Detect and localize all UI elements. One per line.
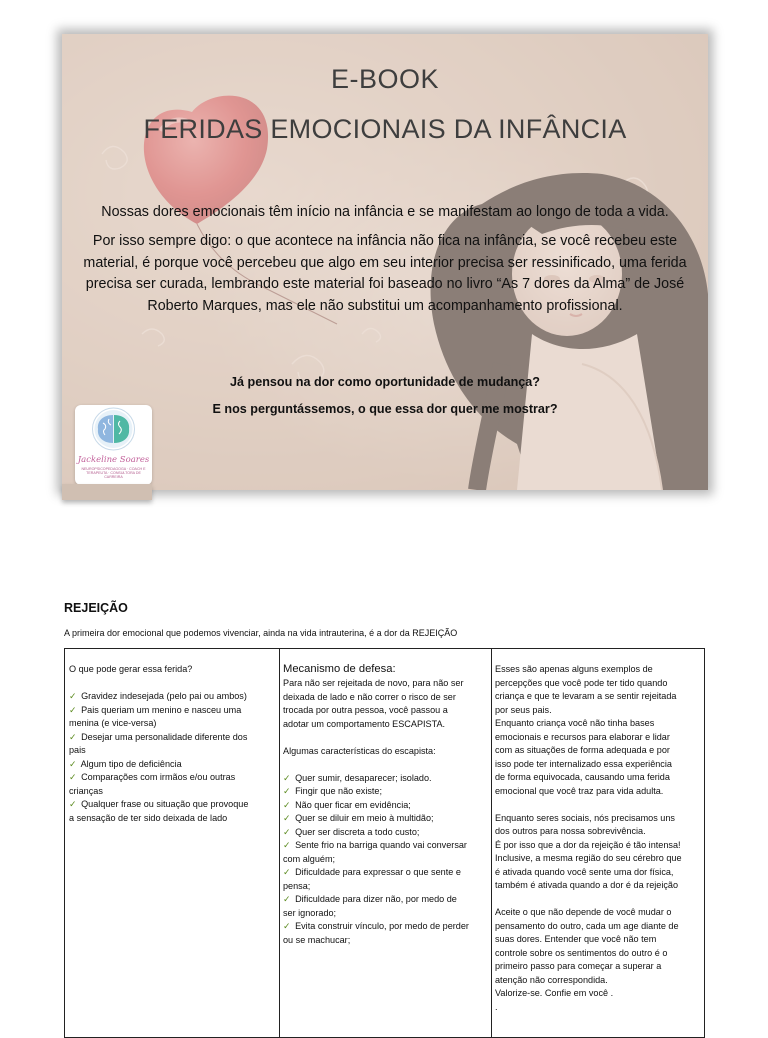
table-line: ✓ Fingir que não existe;	[283, 786, 383, 796]
table-line	[69, 677, 275, 691]
cover-paragraph-1: Nossas dores emocionais têm início na infância e se manifestam ao longo de toda a vida.	[101, 204, 669, 220]
table-line: percepções que você pode ter tido quando	[495, 677, 668, 688]
checkmark-icon: ✓	[283, 799, 291, 810]
table-line: atenção não correspondida.	[495, 974, 608, 985]
table-line: Para não ser rejeitada de novo, para não ser	[283, 678, 464, 688]
table-line: pensamento do outro, cada um age diante de	[495, 920, 679, 931]
table-line: pais	[69, 745, 86, 755]
table-line: menina (e vice-versa)	[69, 718, 157, 728]
table-line: Valorize-se. Confie em você .	[495, 988, 614, 998]
table-divider	[279, 649, 280, 1037]
table-line: a sensação de ter sido deixada de lado	[69, 812, 228, 823]
table-line: pensa;	[283, 880, 311, 891]
table-line: É por isso que a dor da rejeição é tão intensa!	[495, 839, 681, 850]
table-line: ou se machucar;	[283, 934, 351, 945]
table-line: com alguém;	[283, 853, 336, 864]
table-line: trocada por outra pessoa, você passou a	[283, 705, 448, 715]
table-line: adotar um comportamento ESCAPISTA.	[283, 718, 446, 729]
table-line	[283, 758, 487, 772]
section-title: REJEIÇÃO	[64, 601, 128, 615]
brain-logo-icon	[75, 405, 152, 455]
table-line: Esses são apenas alguns exemplos de	[495, 664, 653, 674]
table-line: primeiro passo para começar a superar a	[495, 961, 662, 971]
table-line: emocional que você traz para vida adulta.	[495, 785, 664, 796]
checkmark-icon: ✓	[283, 867, 291, 877]
table-line: Inclusive, a mesma região do seu cérebro que	[495, 853, 682, 863]
table-line: por seus pais.	[495, 704, 552, 715]
table-line: dos outros para nossa sobrevivência.	[495, 826, 646, 836]
table-line: ✓ Algum tipo de deficiência	[69, 758, 182, 769]
table-line: suas dores. Entender que você não tem	[495, 934, 657, 944]
table-line: Aceite o que não depende de você mudar o	[495, 907, 672, 917]
logo-name: Jackeline Soares	[77, 455, 150, 465]
table-line	[495, 798, 701, 812]
table-line	[495, 893, 701, 907]
table-line: ✓ Comparações com irmãos e/ou outras	[69, 772, 236, 782]
cover-question-1: Já pensou na dor como oportunidade de mudança?	[230, 375, 540, 389]
cover-paragraph-2: Por isso sempre digo: o que acontece na infância não fica na infância, se você recebeu este material, é porque você percebeu que algo em seu interior precisa ser ressinificado, uma ferida precisa ser curada, lembrando este material foi baseado no livro “As 7 dores da Alma” de José Roberto Marques, mas ele não substitui um acompanhamento profissional.	[83, 233, 687, 314]
table-line: ✓ Dificuldade para dizer não, por medo de	[283, 894, 457, 904]
checkmark-icon: ✓	[283, 813, 291, 823]
checkmark-icon: ✓	[69, 772, 77, 782]
ebook-title: FERIDAS EMOCIONAIS DA INFÂNCIA	[143, 114, 627, 144]
checkmark-icon: ✓	[283, 772, 291, 783]
defense-heading: Mecanismo de defesa:	[283, 663, 396, 675]
checkmark-icon: ✓	[283, 826, 291, 837]
table-line: ✓ Desejar uma personalidade diferente dos	[69, 731, 248, 742]
table-line: ✓ Sente frio na barriga quando vai conversar	[283, 840, 467, 850]
table-line: crianças	[69, 785, 103, 796]
table-line: ✓ Dificuldade para expressar o que sente e	[283, 867, 461, 877]
table-line: ✓ Evita construir vínculo, por medo de perder	[283, 921, 469, 931]
table-line: ✓ Quer se diluir em meio à multidão;	[283, 813, 434, 823]
table-line: ✓ Não quer ficar em evidência;	[283, 799, 411, 810]
table-line: ✓ Pais queriam um menino e nasceu uma	[69, 704, 242, 715]
table-line: isso pode ter internalizado essa experiência	[495, 758, 672, 769]
checkmark-icon: ✓	[69, 691, 77, 701]
explanation-column	[495, 663, 701, 1014]
section-intro: A primeira dor emocional que podemos vivenciar, ainda na vida intrauterina, é a dor da REJEIÇÃO	[64, 628, 458, 638]
table-line: ✓ Qualquer frase ou situação que provoque	[69, 799, 249, 809]
checkmark-icon: ✓	[69, 799, 77, 809]
table-line: ser ignorado;	[283, 907, 337, 918]
table-line: criança e que te levaram a se sentir rejeitada	[495, 691, 677, 701]
table-line: com as situações de forma adequada e por	[495, 745, 670, 755]
cover-page-tab	[62, 484, 152, 500]
table-line: Enquanto criança você não tinha bases	[495, 718, 655, 728]
checkmark-icon: ✓	[283, 786, 291, 796]
ebook-label: E-BOOK	[330, 64, 440, 94]
table-line: ✓ Quer sumir, desaparecer; isolado.	[283, 772, 432, 783]
checkmark-icon: ✓	[69, 731, 77, 742]
table-divider	[491, 649, 492, 1037]
table-line: também é ativada quando a dor é da rejeição	[495, 880, 679, 890]
table-line: deixada de lado e não correr o risco de ser	[283, 691, 456, 702]
defense-lines	[283, 677, 487, 947]
table-line: O que pode gerar essa ferida?	[69, 664, 193, 674]
table-line: é ativada quando você sente uma dor física,	[495, 866, 674, 877]
causes-column	[69, 663, 275, 825]
checkmark-icon: ✓	[69, 758, 77, 769]
table-line	[283, 731, 487, 745]
table-line: emocionais e recursos para elaborar e lidar	[495, 731, 670, 742]
ebook-cover	[62, 34, 708, 490]
checkmark-icon: ✓	[69, 704, 77, 715]
table-line: controle sobre os sentimentos do outro é o	[495, 947, 668, 958]
table-line: ✓ Gravidez indesejada (pelo pai ou ambos)	[69, 691, 247, 701]
checkmark-icon: ✓	[283, 894, 291, 904]
checkmark-icon: ✓	[283, 840, 291, 850]
checkmark-icon: ✓	[283, 921, 291, 931]
logo-subtitle: NEUROPSICOPEDAGOGA · COACH E TERAPEUTA · CONSULTORA DE CARREIRA	[81, 467, 146, 480]
defense-column	[283, 662, 487, 947]
author-logo	[75, 405, 152, 485]
table-line: ✓ Quer ser discreta a todo custo;	[283, 826, 420, 837]
cover-question-2: E nos perguntássemos, o que essa dor quer me mostrar?	[212, 402, 558, 416]
rejection-table	[64, 648, 705, 1038]
table-line: Algumas características do escapista:	[283, 745, 436, 756]
table-line: de forma equivocada, causando uma ferida	[495, 772, 670, 782]
table-line: Enquanto seres sociais, nós precisamos uns	[495, 812, 675, 823]
table-line: .	[495, 1001, 498, 1012]
